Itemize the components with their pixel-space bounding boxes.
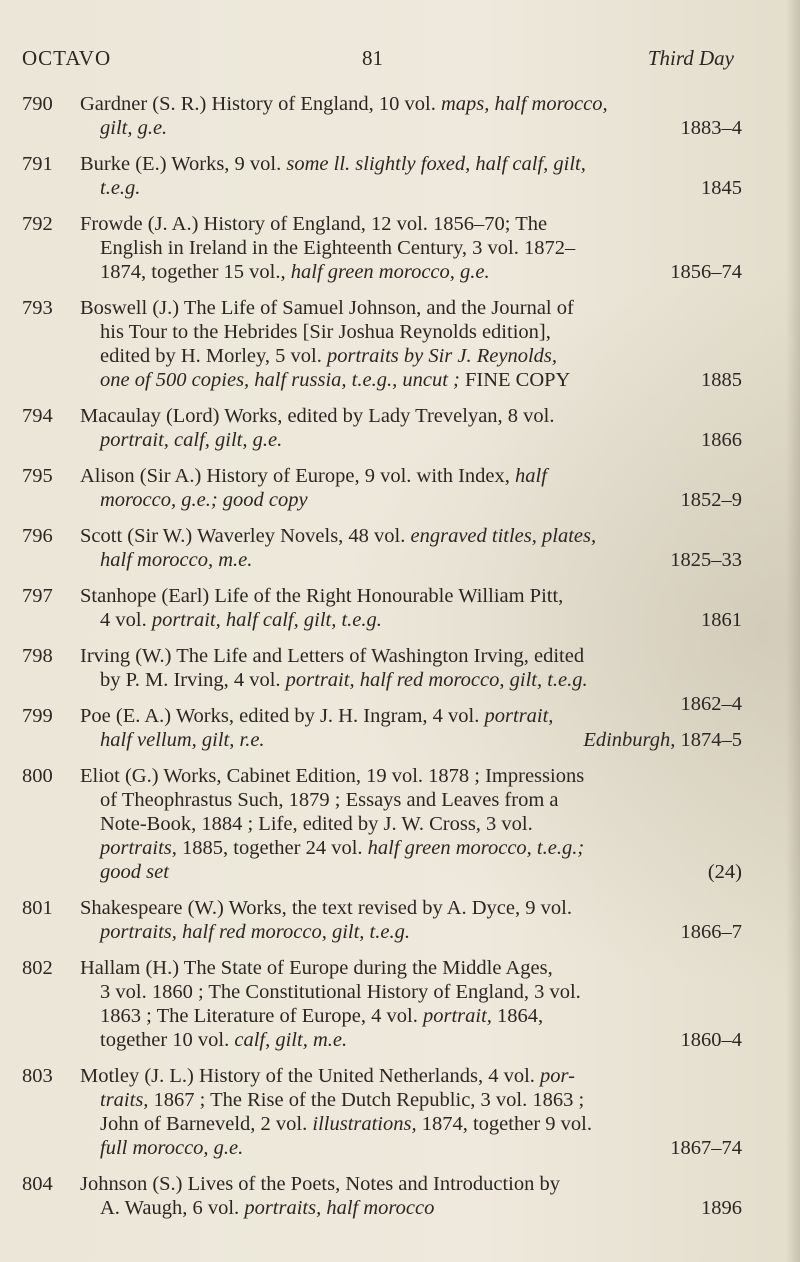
lot-entry bbox=[22, 464, 742, 512]
lot-date: 1885 bbox=[701, 369, 742, 391]
lot-entry bbox=[22, 404, 742, 452]
lot-number: 798 bbox=[22, 645, 53, 667]
lot-entry bbox=[22, 896, 742, 944]
lot-number: 801 bbox=[22, 897, 53, 919]
lot-line: Poe (E. A.) Works, edited by J. H. Ingram, 4 vol. portrait, bbox=[80, 705, 554, 727]
lot-line: edited by H. Morley, 5 vol. portraits by Sir J. Reynolds, bbox=[100, 345, 558, 367]
lot-line: Hallam (H.) The State of Europe during the Middle Ages, bbox=[80, 957, 553, 979]
lot-description bbox=[80, 1064, 742, 1160]
lot-description bbox=[80, 584, 742, 632]
lot-date: 1825–33 bbox=[670, 549, 742, 571]
lot-number: 794 bbox=[22, 405, 53, 427]
lot-description bbox=[80, 524, 742, 572]
lot-date: 1883–4 bbox=[680, 117, 742, 139]
lot-last-line: 1883–4 gilt, g.e. bbox=[100, 117, 742, 139]
lot-date: 1866 bbox=[701, 429, 742, 451]
lot-number: 795 bbox=[22, 465, 53, 487]
lot-line: Scott (Sir W.) Waverley Novels, 48 vol. engraved titles, plates, bbox=[80, 525, 597, 547]
lot-line: John of Barneveld, 2 vol. illustrations, 1874, together 9 vol. bbox=[100, 1113, 592, 1135]
lot-last-line: 1825–33 half morocco, m.e. bbox=[100, 549, 742, 571]
lot-entry bbox=[22, 524, 742, 572]
lot-last-line: (24) good set bbox=[100, 861, 742, 883]
lot-number: 800 bbox=[22, 765, 53, 787]
lot-last-line: 1861 4 vol. portrait, half calf, gilt, t.e.g. bbox=[100, 609, 742, 631]
lot-list bbox=[22, 92, 742, 1232]
lot-line: Alison (Sir A.) History of Europe, 9 vol. with Index, half bbox=[80, 465, 547, 487]
lot-date: 1862–4 bbox=[680, 693, 742, 715]
lot-description bbox=[80, 404, 742, 452]
lot-description bbox=[80, 1172, 742, 1220]
lot-number: 802 bbox=[22, 957, 53, 979]
lot-line: by P. M. Irving, 4 vol. portrait, half red morocco, gilt, t.e.g. bbox=[100, 669, 588, 691]
page-header bbox=[22, 46, 734, 78]
lot-description bbox=[80, 296, 742, 392]
header-section: OCTAVO bbox=[22, 46, 112, 70]
lot-last-line: Edinburgh, 1874–5 half vellum, gilt, r.e. bbox=[100, 729, 742, 751]
lot-date: 1845 bbox=[701, 177, 742, 199]
lot-description bbox=[80, 92, 742, 140]
lot-date: 1896 bbox=[701, 1197, 742, 1219]
page-edge-shadow bbox=[786, 0, 800, 1262]
lot-line: Boswell (J.) The Life of Samuel Johnson, and the Journal of bbox=[80, 297, 574, 319]
lot-number: 796 bbox=[22, 525, 53, 547]
lot-description bbox=[80, 212, 742, 284]
lot-line: English in Ireland in the Eighteenth Century, 3 vol. 1872– bbox=[100, 237, 576, 259]
lot-last-line: 1866 portrait, calf, gilt, g.e. bbox=[100, 429, 742, 451]
lot-date: 1861 bbox=[701, 609, 742, 631]
lot-last-line: 1866–7 portraits, half red morocco, gilt, t.e.g. bbox=[100, 921, 742, 943]
lot-line: 1863 ; The Literature of Europe, 4 vol. portrait, 1864, bbox=[100, 1005, 544, 1027]
lot-description bbox=[80, 644, 742, 715]
lot-description bbox=[80, 896, 742, 944]
lot-date: 1866–7 bbox=[680, 921, 742, 943]
lot-entry bbox=[22, 956, 742, 1052]
lot-line: 3 vol. 1860 ; The Constitutional History of England, 3 vol. bbox=[100, 981, 581, 1003]
lot-number: 797 bbox=[22, 585, 53, 607]
lot-number: 792 bbox=[22, 213, 53, 235]
lot-line: Note-Book, 1884 ; Life, edited by J. W. Cross, 3 vol. bbox=[100, 813, 533, 835]
lot-line: Macaulay (Lord) Works, edited by Lady Trevelyan, 8 vol. bbox=[80, 405, 555, 427]
lot-line: Shakespeare (W.) Works, the text revised by A. Dyce, 9 vol. bbox=[80, 897, 572, 919]
lot-entry bbox=[22, 92, 742, 140]
lot-line: his Tour to the Hebrides [Sir Joshua Reynolds edition], bbox=[100, 321, 551, 343]
lot-number: 791 bbox=[22, 153, 53, 175]
lot-entry bbox=[22, 584, 742, 632]
lot-number: 793 bbox=[22, 297, 53, 319]
lot-line: Johnson (S.) Lives of the Poets, Notes and Introduction by bbox=[80, 1173, 560, 1195]
lot-last-line: 1852–9 morocco, g.e.; good copy bbox=[100, 489, 742, 511]
lot-line: of Theophrastus Such, 1879 ; Essays and Leaves from a bbox=[100, 789, 559, 811]
lot-last-line: 1885 one of 500 copies, half russia, t.e.g., uncut ; FINE COPY bbox=[100, 369, 742, 391]
lot-description bbox=[80, 956, 742, 1052]
lot-description bbox=[80, 704, 742, 752]
lot-entry bbox=[22, 1172, 742, 1220]
lot-date: 1852–9 bbox=[680, 489, 742, 511]
lot-last-line: 1856–74 1874, together 15 vol., half green morocco, g.e. bbox=[100, 261, 742, 283]
lot-number: 803 bbox=[22, 1065, 53, 1087]
lot-date: Edinburgh, 1874–5 bbox=[583, 729, 742, 751]
lot-number: 804 bbox=[22, 1173, 53, 1195]
lot-description bbox=[80, 152, 742, 200]
lot-last-line: 1867–74 full morocco, g.e. bbox=[100, 1137, 742, 1159]
lot-last-line: 1896 A. Waugh, 6 vol. portraits, half morocco bbox=[100, 1197, 742, 1219]
lot-entry bbox=[22, 212, 742, 284]
lot-line: Gardner (S. R.) History of England, 10 vol. maps, half morocco, bbox=[80, 93, 608, 115]
lot-last-line: 1860–4 together 10 vol. calf, gilt, m.e. bbox=[100, 1029, 742, 1051]
lot-date: 1867–74 bbox=[670, 1137, 742, 1159]
lot-date: (24) bbox=[707, 861, 742, 883]
lot-number: 790 bbox=[22, 93, 53, 115]
lot-entry bbox=[22, 1064, 742, 1160]
lot-entry bbox=[22, 152, 742, 200]
lot-line: traits, 1867 ; The Rise of the Dutch Republic, 3 vol. 1863 ; bbox=[100, 1089, 585, 1111]
lot-last-line: 1845 t.e.g. bbox=[100, 177, 742, 199]
lot-line: Motley (J. L.) History of the United Netherlands, 4 vol. por- bbox=[80, 1065, 575, 1087]
lot-line: Frowde (J. A.) History of England, 12 vol. 1856–70; The bbox=[80, 213, 548, 235]
lot-date: 1860–4 bbox=[680, 1029, 742, 1051]
lot-number: 799 bbox=[22, 705, 53, 727]
lot-description bbox=[80, 464, 742, 512]
lot-date: 1856–74 bbox=[670, 261, 742, 283]
lot-entry bbox=[22, 764, 742, 884]
lot-description bbox=[80, 764, 742, 884]
lot-line: portraits, 1885, together 24 vol. half green morocco, t.e.g.; bbox=[100, 837, 585, 859]
lot-line: Stanhope (Earl) Life of the Right Honourable William Pitt, bbox=[80, 585, 564, 607]
lot-line: Irving (W.) The Life and Letters of Washington Irving, edited bbox=[80, 645, 585, 667]
lot-entry bbox=[22, 704, 742, 752]
lot-entry bbox=[22, 296, 742, 392]
lot-line: Eliot (G.) Works, Cabinet Edition, 19 vol. 1878 ; Impressions bbox=[80, 765, 585, 787]
header-day: Third Day bbox=[647, 46, 734, 70]
lot-line: Burke (E.) Works, 9 vol. some ll. slightly foxed, half calf, gilt, bbox=[80, 153, 586, 175]
lot-entry bbox=[22, 644, 742, 715]
page-number: 81 bbox=[362, 46, 383, 70]
